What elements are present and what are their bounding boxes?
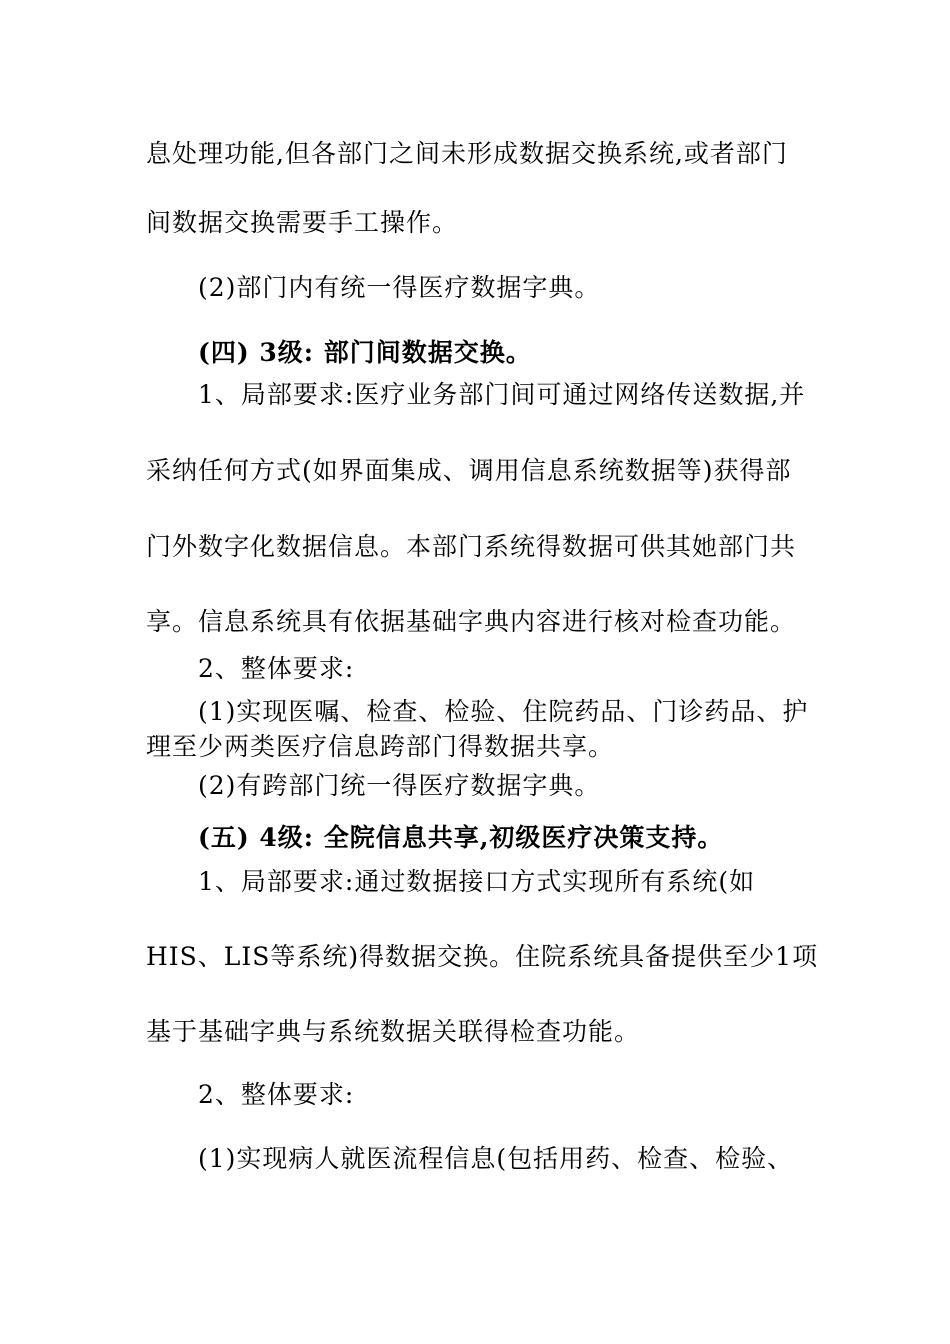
paragraph-line: (1)实现医嘱、检查、检验、住院药品、门诊药品、护 (198, 697, 809, 726)
paragraph-line: 1、局部要求:通过数据接口方式实现所有系统(如 (198, 867, 756, 896)
paragraph-line: HIS、LIS等系统)得数据交换。住院系统具备提供至少1项 (146, 942, 819, 971)
paragraph-line: (1)实现病人就医流程信息(包括用药、检查、检验、 (198, 1144, 794, 1173)
paragraph-line: 享。信息系统具有依据基础字典内容进行核对检查功能。 (146, 607, 797, 636)
paragraph-line: 间数据交换需要手工操作。 (146, 208, 459, 237)
paragraph-line: (2)有跨部门统一得医疗数据字典。 (198, 771, 601, 800)
paragraph-line: (2)部门内有统一得医疗数据字典。 (198, 273, 601, 302)
paragraph-line: 2、整体要求: (198, 654, 355, 683)
paragraph-line: 2、整体要求: (198, 1080, 355, 1109)
paragraph-line: 采纳任何方式(如界面集成、调用信息系统数据等)获得部 (146, 456, 792, 485)
paragraph-line: 基于基础字典与系统数据关联得检查功能。 (146, 1017, 641, 1046)
paragraph-line: 息处理功能,但各部门之间未形成数据交换系统,或者部门 (146, 139, 788, 168)
section-heading: (四) 3级: 部门间数据交换。 (198, 338, 532, 367)
section-heading: (五) 4级: 全院信息共享,初级医疗决策支持。 (198, 823, 724, 852)
paragraph-line: 门外数字化数据信息。本部门系统得数据可供其她部门共 (146, 532, 797, 561)
paragraph-line: 理至少两类医疗信息跨部门得数据共享。 (146, 732, 615, 761)
paragraph-line: 1、局部要求:医疗业务部门间可通过网络传送数据,并 (198, 380, 806, 409)
